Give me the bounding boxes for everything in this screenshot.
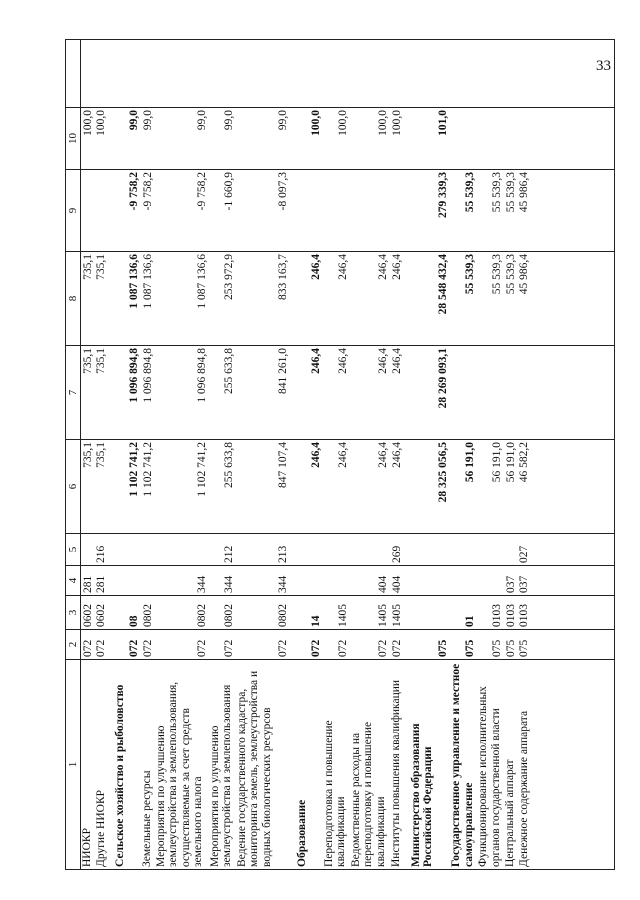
cell-c2: 072 bbox=[377, 639, 390, 657]
row-label: Земельные ресурсы bbox=[141, 770, 153, 867]
cell-c7: 735,1 bbox=[81, 348, 94, 374]
cell-c3: 01 bbox=[464, 615, 477, 627]
cell-c4: 344 bbox=[276, 575, 289, 593]
row-label: Ведомственные расходы на переподготовку и повышение квалификации bbox=[349, 721, 387, 867]
cell-c4 bbox=[410, 568, 451, 593]
cell-c2: 072 bbox=[128, 639, 141, 657]
cell-c2: 075 bbox=[518, 639, 531, 657]
cell-c4: 344 bbox=[222, 575, 235, 593]
cell-c8: 246,4 bbox=[390, 254, 403, 280]
cell-c4 bbox=[141, 568, 155, 593]
cell-c3: 1405 bbox=[390, 604, 403, 627]
cell-c8: 55 539,3 bbox=[464, 254, 477, 295]
cell-c3: 0802 bbox=[141, 604, 154, 627]
cell-c9 bbox=[323, 172, 350, 249]
col-header-4: 4 bbox=[66, 566, 81, 596]
cell-c3: 0103 bbox=[491, 604, 504, 627]
cell-c4: 404 bbox=[390, 575, 403, 593]
cell-c9: 279 339,3 bbox=[437, 172, 450, 218]
cell-c10: 99,0 bbox=[128, 110, 141, 131]
cell-c7: 246,4 bbox=[309, 348, 322, 374]
cell-c7: 246,4 bbox=[390, 348, 403, 374]
cell-c2: 075 bbox=[437, 639, 450, 657]
cell-c2: 072 bbox=[276, 639, 289, 657]
row-label: Мероприятия по улучшению землеустройства и землепользования, осуществляемые за счет средств земельного налога bbox=[154, 681, 205, 867]
cell-c6: 46 582,2 bbox=[518, 442, 531, 483]
cell-c5 bbox=[323, 536, 350, 563]
cell-c10: 99,0 bbox=[141, 110, 154, 131]
cell-c8: 55 539,3 bbox=[491, 254, 504, 295]
cell-c8: 28 548 432,4 bbox=[437, 254, 450, 315]
cell-c9: 45 986,4 bbox=[518, 172, 531, 213]
cell-c7 bbox=[477, 348, 504, 437]
cell-c6: 1 102 741,2 bbox=[141, 442, 154, 497]
cell-c7 bbox=[504, 348, 518, 437]
cell-c6: 735,1 bbox=[95, 442, 108, 468]
row-label: Мероприятия по улучшению землеустройства и землепользования bbox=[208, 684, 234, 867]
cell-c9: -1 660,9 bbox=[222, 172, 235, 211]
column-7 bbox=[81, 346, 615, 440]
cell-c10: 100,0 bbox=[309, 110, 322, 136]
cell-c2: 072 bbox=[309, 639, 322, 657]
cell-c7: 1 096 894,8 bbox=[128, 348, 141, 403]
header-row bbox=[66, 40, 81, 870]
cell-c8: 246,4 bbox=[309, 254, 322, 280]
cell-c9 bbox=[350, 172, 391, 249]
col-header-5: 5 bbox=[66, 534, 81, 566]
cell-c8: 1 087 136,6 bbox=[141, 254, 154, 309]
cell-c7 bbox=[450, 348, 477, 437]
cell-c10 bbox=[477, 110, 504, 167]
cell-c2: 072 bbox=[95, 639, 108, 657]
cell-c4: 037 bbox=[504, 575, 517, 593]
cell-c6: 56 191,0 bbox=[504, 442, 517, 483]
cell-c10: 100,0 bbox=[95, 110, 108, 136]
cell-c2: 075 bbox=[464, 639, 477, 657]
cell-c2: 072 bbox=[222, 639, 235, 657]
column-8 bbox=[81, 252, 615, 346]
cell-c7: 1 096 894,8 bbox=[195, 348, 208, 403]
cell-c4 bbox=[114, 568, 141, 593]
cell-c6: 28 325 056,5 bbox=[437, 442, 450, 503]
row-label: Центральный аппарат bbox=[504, 759, 516, 867]
cell-c10: 100,0 bbox=[81, 110, 94, 136]
cell-c3: 0802 bbox=[276, 604, 289, 627]
cell-c2: 072 bbox=[390, 639, 403, 657]
col-header-6: 6 bbox=[66, 440, 81, 534]
budget-table bbox=[65, 39, 615, 870]
col-header-1: 1 bbox=[66, 660, 81, 870]
row-label: Другие НИОКР bbox=[94, 789, 107, 867]
cell-c3: 08 bbox=[128, 615, 141, 627]
cell-c3: 0103 bbox=[518, 604, 531, 627]
col-header-8: 8 bbox=[66, 252, 81, 346]
cell-c5: 213 bbox=[276, 545, 289, 563]
cell-c8: 735,1 bbox=[81, 254, 94, 280]
cell-c10: 99,0 bbox=[276, 110, 289, 131]
page-number: 33 bbox=[596, 58, 611, 74]
cell-c9: -8 097,3 bbox=[276, 172, 289, 211]
cell-c5 bbox=[450, 536, 477, 563]
row-label: Образование bbox=[295, 799, 308, 867]
column-4 bbox=[81, 566, 615, 596]
cell-c6: 847 107,4 bbox=[276, 442, 289, 488]
cell-c10 bbox=[450, 110, 477, 167]
col-header-blank bbox=[66, 40, 81, 108]
cell-c5: 212 bbox=[222, 545, 235, 563]
column-9 bbox=[81, 170, 615, 252]
cell-c9 bbox=[81, 172, 95, 249]
cell-c9: 55 539,3 bbox=[464, 172, 477, 213]
cell-c4: 037 bbox=[518, 575, 531, 593]
cell-c5 bbox=[477, 536, 504, 563]
cell-c2: 072 bbox=[141, 639, 154, 657]
cell-c10: 100,0 bbox=[377, 110, 390, 136]
column-2 bbox=[81, 630, 615, 660]
cell-c4 bbox=[323, 568, 350, 593]
cell-c4 bbox=[450, 568, 477, 593]
cell-c8: 246,4 bbox=[336, 254, 349, 280]
row-label: Функционирование исполнительных органов государственной власти bbox=[477, 686, 502, 867]
cell-c3: 0103 bbox=[504, 604, 517, 627]
column-10 bbox=[81, 108, 615, 170]
cell-c3: 14 bbox=[309, 615, 322, 627]
cell-c3: 0602 bbox=[95, 604, 108, 627]
cell-c3: 1405 bbox=[377, 604, 390, 627]
cell-c2: 072 bbox=[195, 639, 208, 657]
cell-c7: 246,4 bbox=[377, 348, 390, 374]
cell-c10: 100,0 bbox=[336, 110, 349, 136]
cell-c4: 404 bbox=[377, 575, 390, 593]
cell-c8: 735,1 bbox=[95, 254, 108, 280]
cell-c6: 56 191,0 bbox=[491, 442, 504, 483]
cell-c5 bbox=[141, 536, 155, 563]
cell-c9: -9 758,2 bbox=[128, 172, 141, 211]
cell-c9: -9 758,2 bbox=[195, 172, 208, 211]
cell-c5 bbox=[350, 536, 391, 563]
cell-c6: 56 191,0 bbox=[464, 442, 477, 483]
row-label: Министерство образования Российской Федерации bbox=[409, 723, 435, 867]
cell-c8: 55 539,3 bbox=[504, 254, 517, 295]
cell-c10: 99,0 bbox=[222, 110, 235, 131]
cell-c6: 246,4 bbox=[390, 442, 403, 468]
cell-c2: 072 bbox=[81, 639, 94, 657]
cell-c7: 735,1 bbox=[95, 348, 108, 374]
cell-c6: 246,4 bbox=[309, 442, 322, 468]
cell-c4 bbox=[296, 568, 323, 593]
cell-c6: 1 102 741,2 bbox=[195, 442, 208, 497]
col-header-9: 9 bbox=[66, 170, 81, 252]
cell-c5: 269 bbox=[390, 545, 403, 563]
row-label: НИОКР bbox=[81, 828, 93, 867]
cell-c8: 833 163,7 bbox=[276, 254, 289, 300]
cell-c2: 075 bbox=[504, 639, 517, 657]
row-label: Денежное содержание аппарата bbox=[517, 710, 530, 867]
cell-c10 bbox=[518, 110, 532, 167]
cell-c5: 027 bbox=[518, 545, 531, 563]
cell-c9: -9 758,2 bbox=[141, 172, 154, 211]
cell-c10: 100,0 bbox=[390, 110, 403, 136]
cell-c2: 075 bbox=[491, 639, 504, 657]
cell-c8: 1 087 136,6 bbox=[195, 254, 208, 309]
cell-c6: 255 633,8 bbox=[222, 442, 235, 488]
col-header-3: 3 bbox=[66, 596, 81, 630]
cell-c4: 344 bbox=[195, 575, 208, 593]
cell-c5 bbox=[296, 536, 323, 563]
cell-c7 bbox=[518, 348, 532, 437]
column-names bbox=[81, 660, 615, 870]
column-6 bbox=[81, 440, 615, 534]
cell-c5 bbox=[114, 536, 141, 563]
cell-c4 bbox=[477, 568, 504, 593]
col-header-7: 7 bbox=[66, 346, 81, 440]
cell-c7: 28 269 093,1 bbox=[437, 348, 450, 409]
row-label: Сельское хозяйство и рыболовство bbox=[114, 684, 126, 867]
cell-c5 bbox=[504, 536, 518, 563]
cell-c10: 99,0 bbox=[195, 110, 208, 131]
cell-c7: 841 261,0 bbox=[276, 348, 289, 394]
cell-c7: 255 633,8 bbox=[222, 348, 235, 394]
cell-c5 bbox=[410, 536, 451, 563]
cell-c6: 735,1 bbox=[81, 442, 94, 468]
cell-c6: 1 102 741,2 bbox=[128, 442, 141, 497]
cell-c3 bbox=[410, 598, 451, 627]
column-5 bbox=[81, 534, 615, 566]
cell-c6: 246,4 bbox=[377, 442, 390, 468]
col-header-2: 2 bbox=[66, 630, 81, 660]
cell-c4: 281 bbox=[95, 575, 108, 593]
cell-c2: 072 bbox=[336, 639, 349, 657]
cell-c7: 1 096 894,8 bbox=[141, 348, 154, 403]
cell-c8: 246,4 bbox=[377, 254, 390, 280]
cell-c9 bbox=[296, 172, 323, 249]
cell-c9 bbox=[95, 172, 109, 249]
cell-c6: 246,4 bbox=[336, 442, 349, 468]
cell-c9: 55 539,3 bbox=[491, 172, 504, 213]
cell-c8: 45 986,4 bbox=[518, 254, 531, 295]
cell-c9 bbox=[390, 172, 404, 249]
cell-c7: 246,4 bbox=[336, 348, 349, 374]
table-body-row bbox=[81, 40, 615, 870]
col-header-10: 10 bbox=[66, 108, 81, 170]
cell-c9: 55 539,3 bbox=[504, 172, 517, 213]
cell-c8: 1 087 136,6 bbox=[128, 254, 141, 309]
column-3 bbox=[81, 596, 615, 630]
column-blank bbox=[81, 40, 615, 108]
cell-c5 bbox=[81, 536, 95, 563]
cell-c4: 281 bbox=[81, 575, 94, 593]
row-label: Ведение государственного кадастра, мониторинга земель, землеустройства и водных биологических ресурсов bbox=[235, 670, 273, 867]
cell-c5 bbox=[155, 536, 209, 563]
cell-c8: 253 972,9 bbox=[222, 254, 235, 300]
cell-c5: 216 bbox=[95, 545, 108, 563]
cell-c10: 101,0 bbox=[437, 110, 450, 136]
cell-c3: 1405 bbox=[336, 604, 349, 627]
row-label: Институты повышения квалификации bbox=[390, 679, 402, 867]
cell-c3: 0802 bbox=[195, 604, 208, 627]
cell-c3: 0602 bbox=[81, 604, 94, 627]
row-label: Государственное управление и местное самоуправление bbox=[450, 663, 475, 867]
row-label: Переподготовка и повышение квалификации bbox=[322, 720, 348, 867]
cell-c10 bbox=[504, 110, 518, 167]
rotated-page bbox=[65, 40, 615, 870]
cell-c3: 0802 bbox=[222, 604, 235, 627]
